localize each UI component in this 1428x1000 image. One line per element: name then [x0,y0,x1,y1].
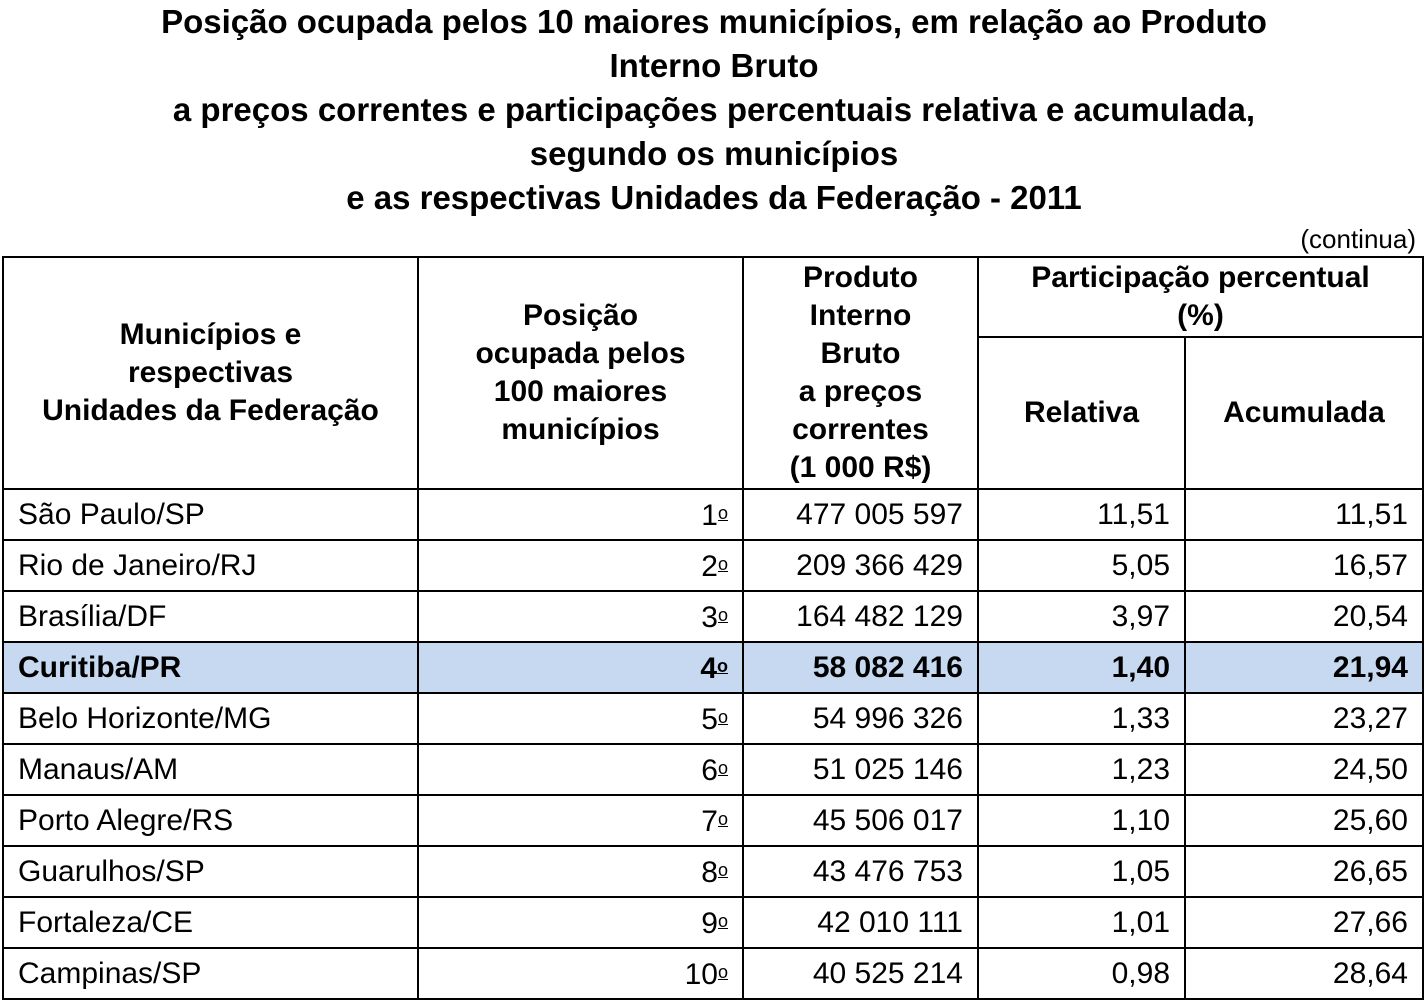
cell-pib [743,642,978,693]
cell-acumulada [1185,591,1423,642]
ordinal-indicator: o [717,809,728,829]
cell-municipio [3,897,418,948]
cell-municipio-value: Brasília/DF [18,600,167,633]
ordinal-indicator: o [717,605,728,625]
header-municipio-l3: Unidades da Federação [42,394,379,427]
cell-relativa-value: 1,33 [1111,702,1170,735]
cell-relativa [978,489,1185,540]
cell-acumulada-value: 25,60 [1332,804,1408,837]
cell-relativa [978,540,1185,591]
header-pib [743,257,978,489]
cell-posicao [418,693,743,744]
cell-posicao-value: 4 [700,652,717,685]
cell-acumulada [1185,540,1423,591]
header-pib-l6: (1 000 R$) [789,451,932,484]
cell-posicao-value: 2 [701,550,718,583]
cell-municipio-value: Campinas/SP [18,957,202,990]
ordinal-indicator: o [717,962,728,982]
cell-acumulada-value: 16,57 [1332,549,1408,582]
cell-pib-value: 209 366 429 [796,549,963,582]
cell-acumulada [1185,642,1423,693]
cell-municipio [3,846,418,897]
table-row [3,591,1423,642]
cell-municipio-value: Rio de Janeiro/RJ [18,549,257,582]
cell-pib [743,795,978,846]
cell-pib-value: 40 525 214 [812,957,963,990]
cell-municipio [3,693,418,744]
cell-pib-value: 51 025 146 [812,753,963,786]
cell-relativa [978,591,1185,642]
header-relativa: Relativa [978,337,1185,489]
page-title [0,0,1428,220]
cell-acumulada [1185,693,1423,744]
cell-posicao [418,591,743,642]
cell-municipio [3,744,418,795]
cell-pib-value: 42 010 111 [817,906,963,939]
table-row [3,693,1423,744]
header-municipio [3,257,418,489]
cell-posicao [418,846,743,897]
cell-pib [743,744,978,795]
header-participacao-l1: Participação percentual [1031,261,1370,294]
cell-acumulada-value: 21,94 [1332,651,1408,684]
cell-pib-value: 164 482 129 [796,600,963,633]
title-line-5: e as respectivas Unidades da Federação - 2011 [346,179,1082,216]
header-posicao-l1: Posição [522,299,639,332]
table-row [3,642,1423,693]
cell-pib-value: 45 506 017 [812,804,963,837]
cell-posicao-value: 8 [701,856,718,889]
cell-relativa-value: 5,05 [1111,549,1170,582]
cell-relativa [978,948,1185,999]
table-row [3,795,1423,846]
cell-municipio-value: São Paulo/SP [18,498,205,531]
cell-municipio-value: Guarulhos/SP [18,855,205,888]
ordinal-indicator: o [717,554,728,574]
cell-posicao [418,744,743,795]
cell-relativa [978,693,1185,744]
header-pib-l5: correntes [792,413,929,446]
table-row [3,540,1423,591]
ordinal-indicator: o [717,758,728,778]
continua-note: (continua) [1300,224,1416,254]
cell-pib [743,540,978,591]
cell-municipio [3,795,418,846]
ordinal-indicator: o [717,503,728,523]
table-row [3,948,1423,999]
cell-acumulada [1185,846,1423,897]
cell-posicao-value: 1 [701,499,718,532]
cell-posicao-value: 10 [684,958,718,991]
title-line-4: segundo os municípios [529,135,899,172]
cell-pib [743,897,978,948]
cell-pib [743,948,978,999]
ordinal-indicator: o [717,860,728,880]
cell-relativa-value: 11,51 [1097,498,1170,531]
table-row [3,846,1423,897]
cell-posicao-value: 7 [701,805,718,838]
cell-relativa [978,897,1185,948]
cell-acumulada [1185,897,1423,948]
cell-posicao-value: 3 [701,601,718,634]
cell-posicao-value: 5 [701,703,718,736]
cell-relativa-value: 1,10 [1111,804,1170,837]
cell-posicao [418,795,743,846]
cell-municipio-value: Belo Horizonte/MG [18,702,272,735]
cell-posicao [418,948,743,999]
header-acumulada: Acumulada [1185,337,1423,489]
cell-posicao [418,489,743,540]
cell-posicao [418,540,743,591]
cell-municipio-value: Porto Alegre/RS [18,804,234,837]
cell-municipio [3,642,418,693]
cell-pib [743,591,978,642]
cell-acumulada [1185,489,1423,540]
ordinal-indicator: o [717,911,728,931]
cell-posicao [418,897,743,948]
header-pib-l4: a preços [798,375,923,408]
header-posicao [418,257,743,489]
cell-acumulada-value: 28,64 [1332,957,1408,990]
cell-pib [743,846,978,897]
cell-relativa-value: 1,23 [1111,753,1170,786]
cell-relativa-value: 1,01 [1111,906,1170,939]
header-posicao-l2: ocupada pelos [475,337,686,370]
cell-acumulada-value: 11,51 [1335,498,1408,531]
cell-relativa [978,642,1185,693]
cell-pib-value: 477 005 597 [796,498,963,531]
table-row [3,489,1423,540]
gdp-table [2,256,1424,1000]
cell-acumulada [1185,795,1423,846]
cell-pib-value: 58 082 416 [812,651,963,684]
header-posicao-l4: municípios [501,413,660,446]
cell-relativa-value: 1,40 [1111,651,1170,684]
cell-municipio [3,591,418,642]
cell-acumulada [1185,744,1423,795]
cell-pib-value: 43 476 753 [812,855,963,888]
title-line-3: a preços correntes e participações percentuais relativa e acumulada, [172,91,1256,128]
cell-pib [743,489,978,540]
cell-acumulada-value: 20,54 [1332,600,1408,633]
cell-posicao-value: 9 [701,907,718,940]
table-row [3,744,1423,795]
cell-posicao-value: 6 [701,754,718,787]
cell-municipio-value: Curitiba/PR [18,651,182,684]
cell-relativa [978,795,1185,846]
header-municipio-l1: Municípios e [119,318,302,351]
cell-municipio [3,489,418,540]
cell-relativa-value: 1,05 [1111,855,1170,888]
ordinal-indicator: o [717,656,728,676]
cell-pib-value: 54 996 326 [812,702,963,735]
cell-relativa [978,846,1185,897]
cell-relativa [978,744,1185,795]
cell-acumulada [1185,948,1423,999]
cell-municipio-value: Manaus/AM [18,753,179,786]
cell-municipio [3,540,418,591]
cell-acumulada-value: 27,66 [1332,906,1408,939]
header-pib-l3: Bruto [820,337,901,370]
cell-acumulada-value: 23,27 [1332,702,1408,735]
title-line-2: Interno Bruto [609,47,819,84]
cell-pib [743,693,978,744]
cell-relativa-value: 3,97 [1111,600,1170,633]
table-row [3,897,1423,948]
header-posicao-l3: 100 maiores [493,375,668,408]
title-line-1: Posição ocupada pelos 10 maiores municípios, em relação ao Produto [161,3,1267,40]
cell-municipio [3,948,418,999]
cell-posicao [418,642,743,693]
cell-municipio-value: Fortaleza/CE [18,906,194,939]
header-participacao-l2: (%) [1177,299,1224,332]
header-municipio-l2: respectivas [127,356,294,389]
header-pib-l1: Produto [803,261,918,294]
header-participacao [978,257,1423,337]
ordinal-indicator: o [717,707,728,727]
header-pib-l2: Interno [809,299,912,332]
cell-acumulada-value: 24,50 [1332,753,1408,786]
cell-relativa-value: 0,98 [1111,957,1170,990]
cell-acumulada-value: 26,65 [1332,855,1408,888]
